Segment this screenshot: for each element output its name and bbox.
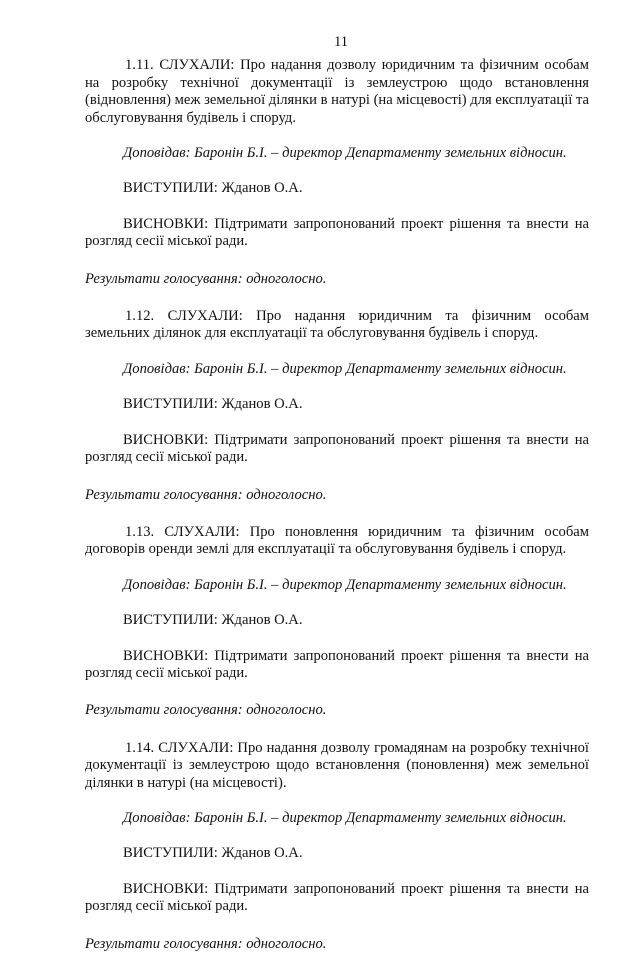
agenda-item xyxy=(85,524,589,720)
conclusion-text: Підтримати запропонований проект рішення та внести на розгляд сесії міської ради. xyxy=(85,647,589,681)
vote-result: Результати голосування: одноголосно. xyxy=(85,270,327,287)
spoke-line xyxy=(85,396,589,413)
spoke-label: ВИСТУПИЛИ: xyxy=(123,845,218,862)
item-number: 1.13. xyxy=(125,523,155,540)
heard-paragraph xyxy=(85,740,589,792)
conclusion-text: Підтримати запропонований проект рішення та внести на розгляд сесії міської ради. xyxy=(85,215,589,250)
conclusion-label: ВИСНОВКИ: xyxy=(123,647,209,664)
spoke-text: Жданов О.А. xyxy=(221,845,303,862)
heard-text: Про надання дозволу юридичним та фізичним особам на розробку технічної документації із землеустрою щодо встановлення (відновлення) меж земельної ділянки в натурі (на місцевості) для експлуатації та обслуговування будівель і споруд. xyxy=(85,57,589,126)
vote-result: Результати голосування: одноголосно. xyxy=(85,702,327,719)
heard-label: СЛУХАЛИ: xyxy=(158,739,234,756)
heard-paragraph xyxy=(85,308,589,343)
heard-text: Про поновлення юридичним та фізичним особам договорів оренди землі для експлуатації та обслуговування будівель і споруд. xyxy=(85,523,589,558)
item-number: 1.12. xyxy=(125,308,155,325)
spoke-text: Жданов О.А. xyxy=(221,180,303,197)
spoke-label: ВИСТУПИЛИ: xyxy=(123,396,218,413)
conclusion-label: ВИСНОВКИ: xyxy=(123,431,209,448)
spoke-line xyxy=(85,180,589,197)
spoke-text: Жданов О.А. xyxy=(221,396,303,413)
speaker-line: Доповідав: Баронін Б.І. – директор Департаменту земельних відносин. xyxy=(123,809,567,826)
spoke-label: ВИСТУПИЛИ: xyxy=(123,180,218,197)
conclusion-text: Підтримати запропонований проект рішення та внести на розгляд сесії міської ради. xyxy=(85,431,589,466)
spoke-line xyxy=(85,612,589,629)
conclusion-paragraph xyxy=(85,216,589,251)
heard-label: СЛУХАЛИ: xyxy=(164,523,240,540)
vote-result: Результати голосування: одноголосно. xyxy=(85,486,327,503)
heard-paragraph xyxy=(85,524,589,559)
spoke-line xyxy=(85,845,589,862)
heard-paragraph xyxy=(85,57,589,127)
speaker-line: Доповідав: Баронін Б.І. – директор Департаменту земельних відносин. xyxy=(123,576,567,593)
conclusion-paragraph xyxy=(85,648,589,683)
spoke-text: Жданов О.А. xyxy=(221,612,303,629)
heard-text: Про надання юридичним та фізичним особам земельних ділянок для експлуатації та обслуговування будівель і споруд. xyxy=(85,308,590,342)
vote-result: Результати голосування: одноголосно. xyxy=(85,935,327,952)
heard-label: СЛУХАЛИ: xyxy=(167,308,243,325)
spoke-label: ВИСТУПИЛИ: xyxy=(123,612,218,629)
heard-text: Про надання дозволу громадянам на розробку технічної документації із землеустрою щодо встановлення (поновлення) меж земельної ділянки в натурі (на місцевості). xyxy=(85,739,589,791)
conclusion-paragraph xyxy=(85,881,589,916)
agenda-item xyxy=(85,740,589,953)
item-number: 1.14. xyxy=(125,739,155,756)
item-number: 1.11. xyxy=(125,57,154,74)
speaker-line: Доповідав: Баронін Б.І. – директор Департаменту земельних відносин. xyxy=(123,145,567,162)
agenda-item xyxy=(85,308,589,504)
speaker-line: Доповідав: Баронін Б.І. – директор Департаменту земельних відносин. xyxy=(123,360,567,377)
conclusion-paragraph xyxy=(85,432,589,467)
conclusion-text: Підтримати запропонований проект рішення та внести на розгляд сесії міської ради. xyxy=(85,880,589,915)
page-number: 11 xyxy=(333,34,349,50)
heard-label: СЛУХАЛИ: xyxy=(159,57,235,74)
conclusion-label: ВИСНОВКИ: xyxy=(123,880,209,897)
agenda-item xyxy=(85,57,589,288)
conclusion-label: ВИСНОВКИ: xyxy=(123,215,209,232)
